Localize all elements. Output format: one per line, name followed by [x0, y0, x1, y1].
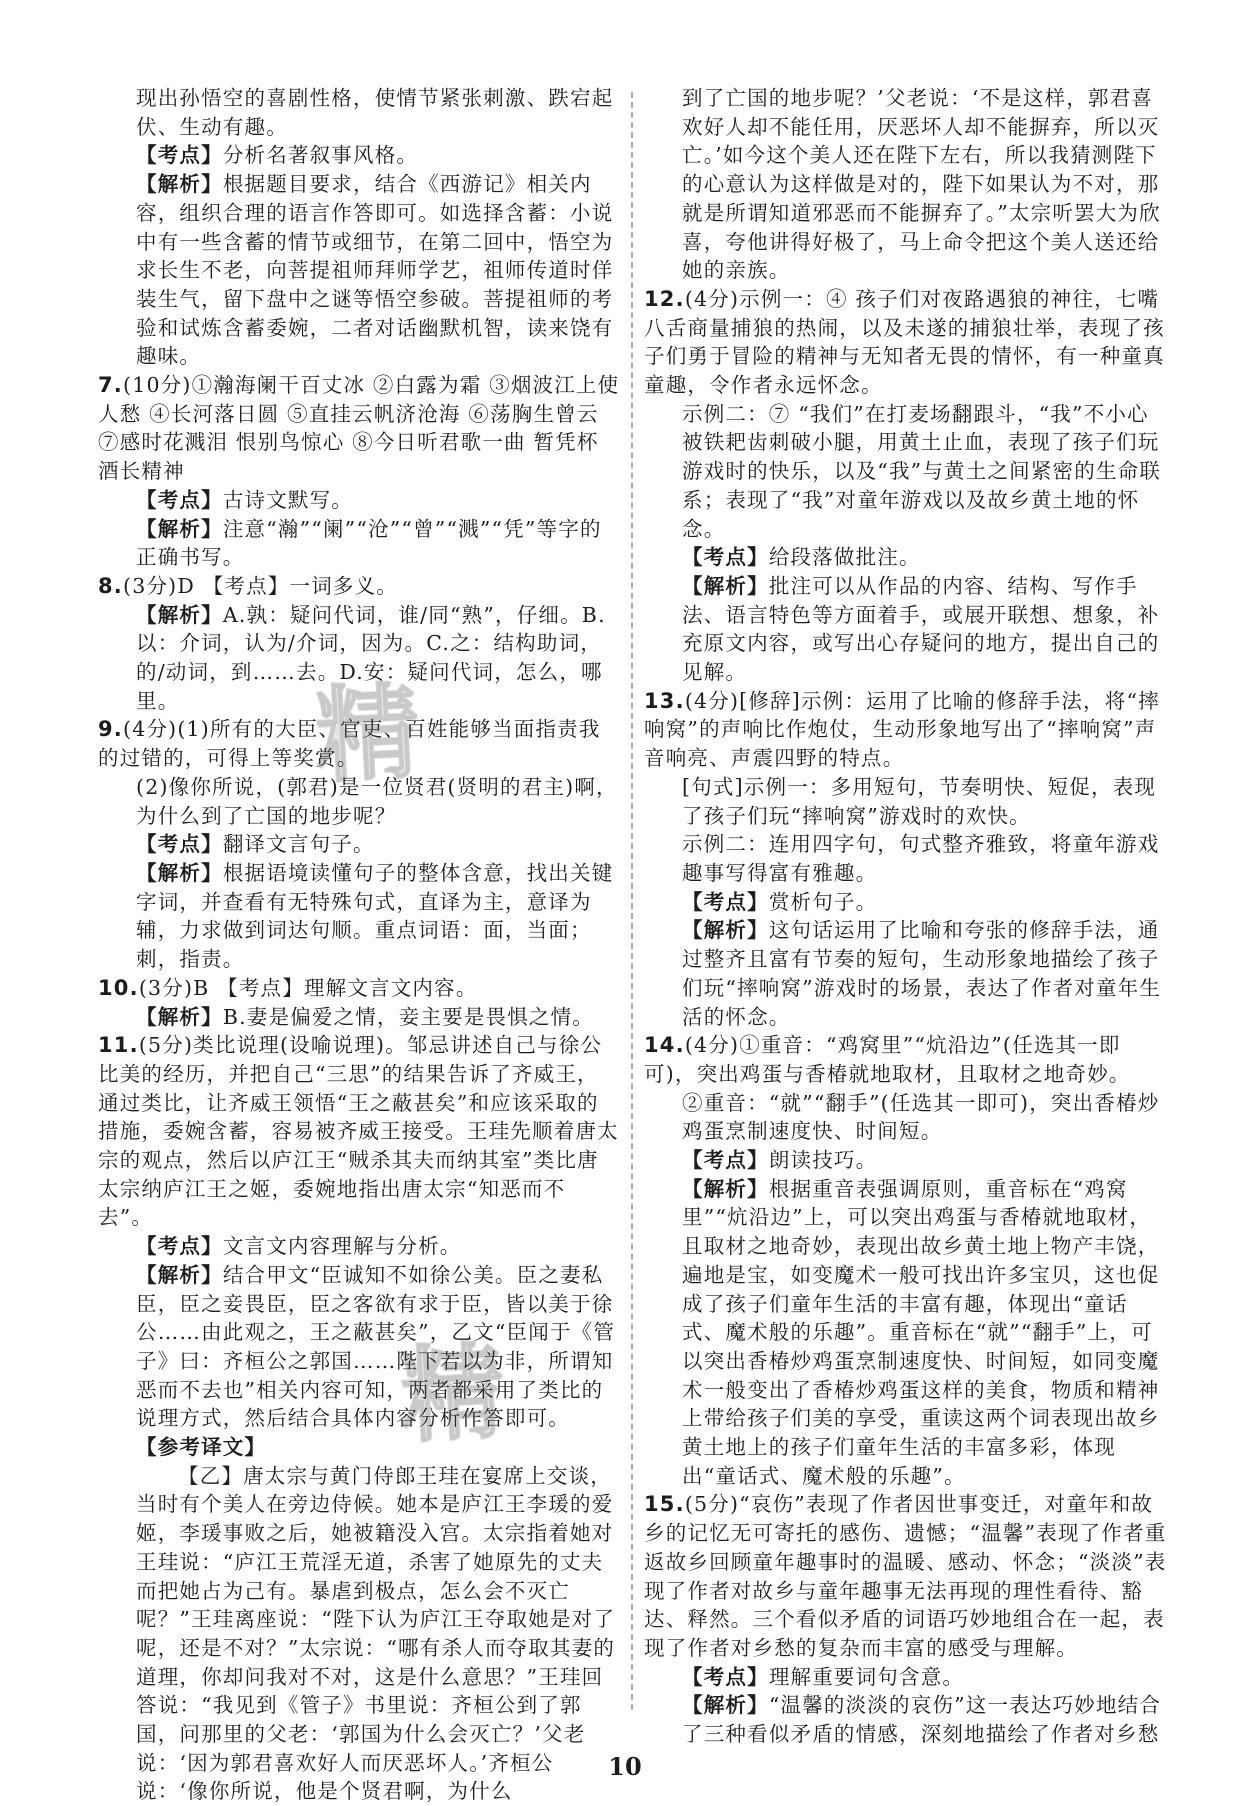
question-number: 9.: [98, 717, 123, 742]
watermark-lower: 精: [397, 1330, 512, 1458]
paragraph-text: (2)像你所说，(郭君)是一位贤君(贤明的君主)啊，为什么到了亡国的地步呢？: [136, 774, 618, 828]
annotation-paragraph: [644, 888, 1168, 917]
annotation-paragraph: [644, 543, 1168, 572]
right-column: [644, 84, 1168, 1749]
page-number: 10: [608, 1752, 642, 1781]
annotation-paragraph: [644, 1146, 1168, 1175]
annotation-tag: 【解析】: [136, 172, 223, 197]
text-paragraph: [644, 1089, 1168, 1146]
annotation-tag: 【考点】: [136, 143, 223, 168]
paragraph-text: 古诗文默写。: [222, 487, 354, 512]
question-number: 8.: [98, 573, 123, 598]
paragraph-text: 结合甲文“臣诚知不如徐公美。臣之妻私臣，臣之妾畏臣，臣之客欲有求于臣，皆以美于徐公……由此观之，王之蔽甚矣”，乙文“臣闻于《管子》曰：齐桓公之郭国……陛下若以为非，所谓知恶而不去也”相关内容可知，两者都采用了类比的说理方式，然后结合具体内容分析作答即可。: [136, 1262, 616, 1431]
annotation-paragraph: [644, 572, 1168, 687]
annotation-paragraph: [98, 830, 620, 859]
paragraph-text: (3分)B 【考点】理解文言文内容。: [138, 975, 478, 1000]
question-number: 15.: [644, 1492, 685, 1517]
paragraph-text: 示例二：⑦ “我们”在打麦场翻跟斗，“我”不小心被铁耙齿刺破小腿，用黄土止血，表现了孩子们玩游戏时的快乐，以及“我”与黄土之间紧密的生命联系；表现了“我”对童年游戏以及故乡黄土地的怀念。: [682, 401, 1162, 541]
paragraph-text: 现出孙悟空的喜剧性格，使情节紧张刺激、跌宕起伏、生动有趣。: [136, 86, 614, 139]
annotation-tag: 【解析】: [136, 1004, 223, 1029]
annotation-paragraph: [98, 859, 620, 974]
paragraph-text: (5分)类比说理(设喻说理)。邹忌讲述自己与徐公比美的经历，并把自己“三思”的结果告诉了齐威王，通过类比，让齐威王领悟“王之蔽甚矣”和应该采取的措施，委婉含蓄，容易被齐威王接受。王珪先顺着唐太宗的观点，然后以庐江王“贼杀其夫而纳其室”类比唐太宗纳庐江王之姬，委婉地指出唐太宗“知恶而不去”。: [98, 1033, 619, 1230]
question-number: 7.: [98, 373, 123, 398]
watermark-upper: 精: [312, 670, 427, 798]
annotation-tag: 【考点】: [682, 545, 769, 570]
paragraph-text: 朗读技巧。: [768, 1148, 878, 1173]
paragraph-text: 批注可以从作品的内容、结构、写作手法、语言特色等方面着手，或展开联想、想象，补充原文内容，或写出心存疑问的地方，提出自己的见解。: [682, 573, 1160, 685]
paragraph-text: 注意“瀚”“阑”“沧”“曾”“溅”“凭”等字的正确书写。: [136, 516, 602, 570]
paragraph-text: (4分)(1)所有的大臣、官吏、百姓能够当面指责我的过错的，可得上等奖赏。: [98, 717, 601, 771]
annotation-tag: 【解析】: [136, 602, 223, 627]
annotation-paragraph: [98, 141, 620, 170]
annotation-paragraph: [98, 515, 620, 572]
paragraph-text: 给段落做批注。: [768, 545, 921, 570]
annotation-paragraph: [644, 1175, 1168, 1491]
question-answer: [98, 572, 620, 601]
annotation-tag: 【解析】: [682, 1693, 769, 1718]
annotation-tag: 【考点】: [682, 1664, 769, 1689]
paragraph-text: (3分)D 【考点】一词多义。: [123, 573, 398, 598]
annotation-tag: 【考点】: [682, 1148, 769, 1173]
paragraph-text: (5分)“哀伤”表现了作者因世事变迁，对童年和故乡的记忆无可寄托的感伤、遗憾；“温馨”表现了作者重返故乡回顾童年趣事时的温暖、感动、怀念；“淡淡”表现了作者对故乡与童年趣事无法再现的理性看待、豁达、释然。三个看似矛盾的词语巧妙地组合在一起，表现了作者对乡愁的复杂而丰富的感受与理解。: [644, 1492, 1167, 1660]
text-paragraph: [98, 84, 620, 141]
paragraph-text: (4分)[修辞]示例：运用了比喻的修辞手法，将“摔响窝”的声响比作炮仗，生动形象地写出了“摔响窝”声音响亮、声震四野的特点。: [644, 688, 1160, 771]
paragraph-text: 根据题目要求，结合《西游记》相关内容，组织合理的语言作答即可。如选择含蓄：小说中有一些含蓄的情节或细节，在第二回中，悟空为求长生不老，向菩提祖师拜师学艺，祖师传道时佯装生气，留下盘中之谜等悟空参破。菩提祖师的考验和试炼含蓄委婉，二者对话幽默机智，读来饶有趣味。: [136, 172, 614, 369]
question-answer: [98, 974, 620, 1003]
question-number: 10.: [98, 975, 139, 1000]
paragraph-text: 分析名著叙事风格。: [222, 143, 419, 168]
paragraph-text: 根据重音表强调原则，重音标在“鸡窝里”“炕沿边”上，可以突出鸡蛋与香椿就地取材，且取材之地奇妙，表现出故乡黄土地上物产丰饶，遍地是宝，如变魔术一般可找出许多宝贝，这也促成了孩子们童年生活的丰富有趣，体现出“童话式、魔术般的乐趣”。重音标在“就”“翻手”上，可以突出香椿炒鸡蛋烹制速度快、时间短，如同变魔术一般变出了香椿炒鸡蛋这样的美食，物质和精神上带给孩子们美的享受，重读这两个词表现出故乡黄土地上的孩子们童年生活的丰富多彩，体现出“童话式、魔术般的乐趣”。: [682, 1176, 1160, 1488]
paragraph-text: 示例二：连用四字句，句式整齐雅致，将童年游戏趣事写得富有雅趣。: [682, 832, 1160, 885]
annotation-paragraph: [644, 916, 1168, 1031]
annotation-paragraph: [98, 170, 620, 371]
paragraph-text: (10分)①瀚海阑干百丈冰 ②白露为霜 ③烟波江上使人愁 ④长河落日圆 ⑤直挂云帆济沧海 ⑥荡胸生曾云 ⑦感时花溅泪 恨别鸟惊心 ⑧今日听君歌一曲 暂凭杯酒长精神: [98, 373, 620, 484]
paragraph-text: B.妻是偏爱之情，妾主要是畏惧之情。: [222, 1004, 594, 1029]
paragraph-text: A.孰：疑问代词，谁/同“熟”，仔细。B.以：介词，认为/介词，因为。C.之：结构助词，的/动词，到……去。D.安：疑问代词，怎么，哪里。: [136, 602, 606, 713]
annotation-tag: 【解析】: [682, 1176, 769, 1201]
question-number: 13.: [644, 688, 685, 713]
paragraph-text: 这句话运用了比喻和夸张的修辞手法，通过整齐且富有节奏的短句，生动形象地描绘了孩子们玩“摔响窝”游戏时的场景，表达了作者对童年生活的怀念。: [682, 918, 1162, 1029]
paragraph-text: [句式]示例一：多用短句，节奏明快、短促，表现了孩子们玩“摔响窝”游戏时的欢快。: [682, 774, 1157, 828]
question-answer: [98, 715, 620, 772]
column-divider: [631, 92, 633, 1710]
paragraph-text: 到了亡国的地步呢？’父老说：‘不是这样，郭君喜欢好人却不能任用，厌恶坏人却不能摒弃，所以灭亡。’如今这个美人还在陛下左右，所以我猜测陛下的心意认为这样做是对的，陛下如果认为不对，那就是所谓知道邪恶而不能摒弃了。”太宗听罢大为欣喜，夸他讲得好极了，马上命令把这个美人送还给她的亲族。: [682, 86, 1161, 283]
annotation-paragraph: [644, 1691, 1168, 1748]
paragraph-text: “温馨的淡淡的哀伤”这一表达巧妙地结合了三种看似矛盾的情感，深刻地描绘了作者对乡愁: [682, 1693, 1162, 1747]
annotation-paragraph: [98, 1003, 620, 1032]
annotation-tag: 【考点】: [136, 832, 223, 857]
annotation-tag: 【解析】: [682, 918, 769, 943]
paragraph-text: 翻译文言句子。: [222, 832, 375, 857]
text-paragraph: [644, 773, 1168, 830]
paragraph-text: ②重音：“就”“翻手”(任选其一即可)，突出香椿炒鸡蛋烹制速度快、时间短。: [682, 1090, 1160, 1144]
annotation-paragraph: [98, 1433, 620, 1462]
annotation-tag: 【解析】: [136, 516, 223, 541]
paragraph-text: 【乙】唐太宗与黄门侍郎王珪在宴席上交谈，当时有个美人在旁边侍候。她本是庐江王李瑗的爱姬，李瑗事败之后，她被籍没入宫。太宗指着她对王珪说：“庐江王荒淫无道，杀害了她原先的丈夫而把她占为己有。暴虐到极点，怎么会不灭亡呢？”王珪离座说：“陛下认为庐江王夺取她是对了呢，还是不对？”太宗说：“哪有杀人而夺取其妻的道理，你却问我对不对，这是什么意思？”王珪回答说：“我见到《管子》书里说：齐桓公到了郭国，问那里的父老：‘郭国为什么会灭亡？’父老说：‘因为郭君喜欢好人而厌恶坏人。’齐桓公说：‘像你所说，他是个贤君啊，为什么: [136, 1463, 616, 1804]
paragraph-text: 文言文内容理解与分析。: [222, 1234, 462, 1259]
annotation-tag: 【解析】: [136, 860, 223, 885]
paragraph-text: (4分)示例一：④ 孩子们对夜路遇狼的神往，七嘴八舌商量捕狼的热闹，以及未遂的捕狼壮举，表现了孩子们勇于冒险的精神与无知者无畏的情怀，有一种童真童趣，令作者永远怀念。: [644, 286, 1165, 398]
left-column: [98, 84, 620, 1806]
annotation-tag: 【解析】: [136, 1262, 223, 1287]
paragraph-text: (4分)①重音：“鸡窝里”“炕沿边”(任选其一即可)，突出鸡蛋与香椿就地取材，且取材之地奇妙。: [644, 1033, 1131, 1086]
question-answer: [644, 1490, 1168, 1662]
annotation-paragraph: [98, 1261, 620, 1433]
annotation-tag: 【参考译文】: [136, 1435, 267, 1460]
text-paragraph: [644, 830, 1168, 887]
annotation-paragraph: [98, 486, 620, 515]
paragraph-text: 根据语境读懂句子的整体含意，找出关键字词，并查看有无特殊句式，直译为主，意译为辅，力求做到词达句顺。重点词语：面，当面；刺，指责。: [136, 860, 614, 972]
annotation-paragraph: [644, 1663, 1168, 1692]
text-paragraph: [98, 773, 620, 830]
text-paragraph: [644, 400, 1168, 544]
paragraph-text: 赏析句子。: [768, 889, 878, 914]
annotation-paragraph: [98, 601, 620, 716]
question-answer: [98, 1031, 620, 1232]
annotation-tag: 【考点】: [136, 1234, 223, 1259]
question-answer: [644, 285, 1168, 400]
question-answer: [98, 371, 620, 486]
question-answer: [644, 687, 1168, 773]
question-number: 11.: [98, 1033, 139, 1058]
question-number: 14.: [644, 1033, 685, 1058]
annotation-tag: 【考点】: [682, 889, 769, 914]
question-number: 12.: [644, 286, 685, 311]
text-paragraph: [644, 84, 1168, 285]
annotation-tag: 【解析】: [682, 573, 769, 598]
annotation-paragraph: [98, 1232, 620, 1261]
annotation-tag: 【考点】: [136, 487, 223, 512]
question-answer: [644, 1031, 1168, 1088]
paragraph-text: 理解重要词句含意。: [768, 1664, 965, 1689]
